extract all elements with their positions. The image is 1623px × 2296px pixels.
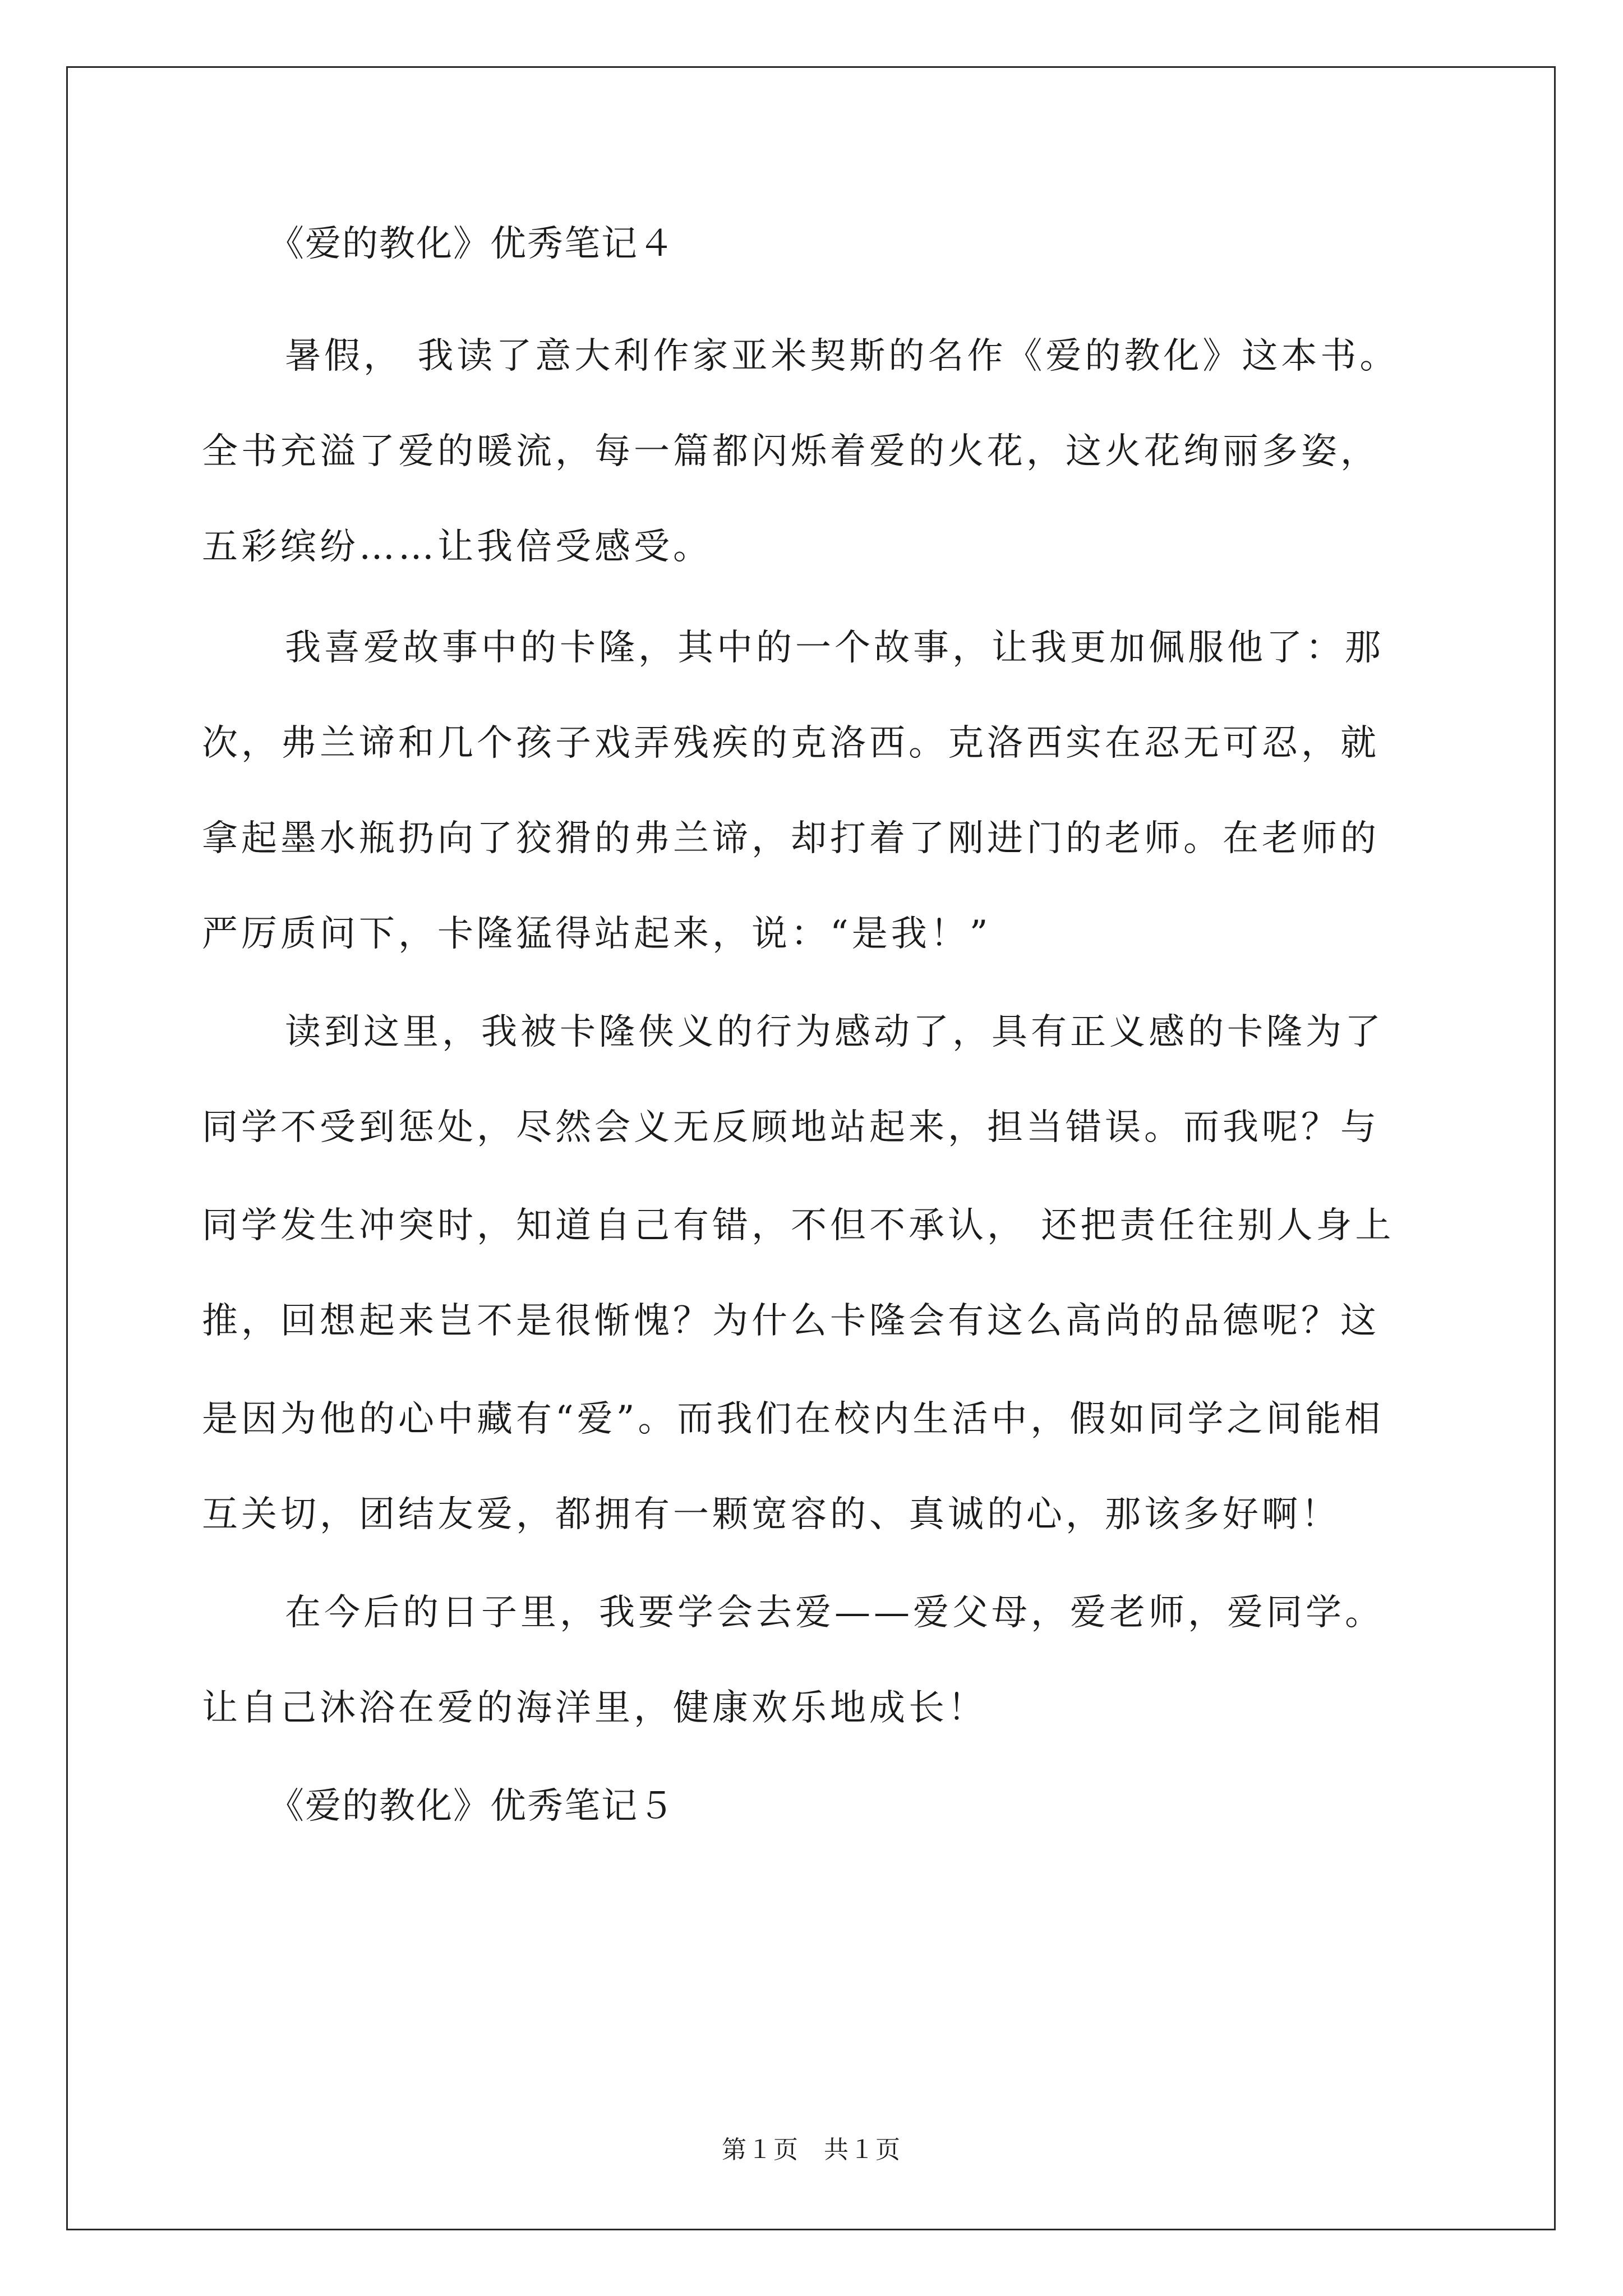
paragraph-3-line-3: 同学发生冲突时，知道自己有错，不但不承认， 还把责任往别人身上 bbox=[202, 1205, 1395, 1246]
paragraph-4-line-1: 在今后的日子里，我要学会去爱——爱父母，爱老师，爱同学。 bbox=[285, 1592, 1384, 1634]
paragraph-1-line-2: 全书充溢了爱的暖流，每一篇都闪烁着爱的火花，这火花绚丽多姿， bbox=[202, 431, 1380, 472]
paragraph-1-line-3: 五彩缤纷……让我倍受感受。 bbox=[202, 526, 712, 568]
paragraph-2-line-2: 次，弗兰谛和几个孩子戏弄残疾的克洛西。克洛西实在忍无可忍，就 bbox=[202, 723, 1380, 764]
paragraph-3-line-6: 互关切，团结友爱，都拥有一颗宽容的、真诚的心，那该多好啊！ bbox=[202, 1494, 1340, 1535]
paragraph-4-line-2: 让自己沐浴在爱的海洋里，健康欢乐地成长！ bbox=[202, 1687, 987, 1729]
page-number: 第１页 bbox=[722, 2136, 799, 2164]
paragraph-3-line-2: 同学不受到惩处，尽然会义无反顾地站起来，担当错误。而我呢？与 bbox=[202, 1107, 1380, 1148]
page-footer bbox=[0, 2134, 1623, 2166]
paragraph-1-line-1: 暑假， 我读了意大利作家亚米契斯的名作《爱的教化》这本书。 bbox=[285, 335, 1399, 377]
page-total: 共１页 bbox=[824, 2136, 901, 2164]
paragraph-3-line-1: 读到这里，我被卡隆侠义的行为感动了，具有正义感的卡隆为了 bbox=[285, 1011, 1384, 1053]
section-heading-5: 《爱的教化》优秀笔记５ bbox=[268, 1786, 675, 1827]
paragraph-3-line-5: 是因为他的心中藏有“爱”。而我们在校内生活中，假如同学之间能相 bbox=[202, 1398, 1384, 1440]
paragraph-2-line-1: 我喜爱故事中的卡隆，其中的一个故事，让我更加佩服他了：那 bbox=[285, 627, 1384, 669]
paragraph-2-line-3: 拿起墨水瓶扔向了狡猾的弗兰谛，却打着了刚进门的老师。在老师的 bbox=[202, 818, 1380, 859]
section-heading-4: 《爱的教化》优秀笔记４ bbox=[268, 223, 675, 265]
paragraph-2-line-4: 严厉质问下，卡隆猛得站起来，说：“是我！” bbox=[202, 913, 992, 955]
paragraph-3-line-4: 推，回想起来岂不是很惭愧？为什么卡隆会有这么高尚的品德呢？这 bbox=[202, 1300, 1380, 1342]
